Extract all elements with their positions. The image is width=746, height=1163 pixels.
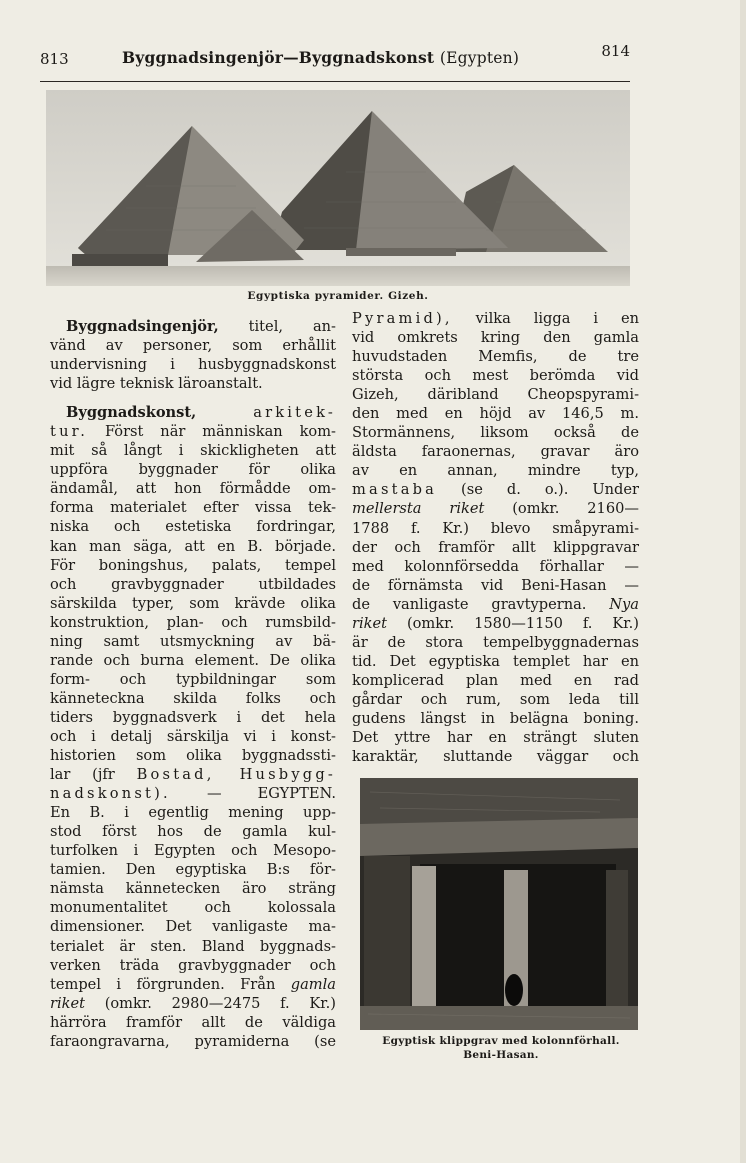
text-segment: nadskonst). (50, 785, 171, 803)
text-segment: faraongravarna, pyramiderna (se (50, 1032, 336, 1050)
text-segment: vänd av personer, som erhållit (50, 337, 336, 355)
text-line (50, 556, 336, 575)
text-segment: rande och burna element. De olika (50, 651, 336, 669)
text-line (50, 317, 336, 336)
text-line (50, 746, 336, 765)
text-line (352, 347, 639, 366)
text-segment: de förnämsta vid Beni-Hasan — (352, 576, 639, 594)
text-line (50, 689, 336, 708)
text-segment: riket (352, 614, 387, 632)
text-segment: titel, an- (218, 318, 336, 335)
text-line (50, 1032, 336, 1051)
terrace-floor (360, 1006, 638, 1030)
text-segment: turfolken i Egypten och Mesopo- (50, 842, 336, 860)
right-column (352, 309, 639, 766)
text-segment: Nya (609, 595, 639, 613)
text-segment: tamien. Den egyptiska B:s för- (50, 861, 336, 879)
text-line (50, 956, 336, 975)
text-segment: verken träda gravbyggnader och (50, 956, 336, 974)
text-segment: med kolonnförsedda förhallar — (352, 557, 639, 575)
text-line (352, 461, 639, 480)
text-line (50, 575, 336, 594)
text-line (352, 404, 639, 423)
text-line (352, 557, 639, 576)
text-line (50, 898, 336, 917)
text-line (50, 355, 336, 374)
text-line (352, 519, 639, 538)
text-line (352, 366, 639, 385)
text-line (352, 747, 639, 766)
text-segment: känneteckna skilda folks och (50, 689, 336, 707)
text-segment: vid lägre teknisk läroanstalt. (50, 375, 263, 393)
text-segment: är de stora tempelbyggnadernas (352, 633, 639, 651)
text-segment: äldsta faraonernas, gravar äro (352, 443, 639, 461)
column-3 (606, 870, 628, 1006)
text-line (50, 651, 336, 670)
text-line (50, 517, 336, 536)
text-segment: Pyramid), (352, 310, 453, 327)
text-line (50, 708, 336, 727)
text-segment: En B. i egentlig mening upp- (50, 804, 336, 822)
text-line (50, 613, 336, 632)
text-line (352, 480, 639, 499)
text-line (352, 442, 639, 461)
text-segment: mastaba (352, 481, 438, 499)
text-segment: nämsta kännetecken äro sträng (50, 880, 336, 898)
text-segment: Det yttre har en strängt sluten (352, 729, 639, 747)
text-segment: och i detalj särskilja vi i konst- (50, 727, 336, 745)
text-line (352, 633, 639, 652)
text-segment: (se d. o.). Under (437, 481, 639, 499)
text-segment: gudens längst in belägna boning. (352, 709, 639, 727)
text-segment: ning samt utsmyckning av bä- (50, 632, 336, 650)
seated-figure (505, 974, 523, 1006)
text-segment: terialet är sten. Bland byggnads- (50, 937, 336, 955)
left-wall (364, 856, 410, 1006)
text-line (50, 594, 336, 613)
text-line (50, 403, 336, 422)
running-title-main: Byggnadsingenjör—Byggnadskonst (122, 48, 435, 67)
text-line (352, 614, 639, 633)
text-segment: härröra framför allt de väldiga (50, 1013, 336, 1031)
running-title (122, 48, 519, 67)
tomb-caption (360, 1034, 642, 1062)
text-line (50, 727, 336, 746)
page-edge (740, 0, 746, 1163)
text-segment: forma materialet efter vissa tek- (50, 499, 336, 517)
text-line (50, 822, 336, 841)
text-line (352, 538, 639, 557)
text-line (50, 765, 336, 784)
text-segment: huvudstaden Memfis, de tre (352, 348, 639, 366)
text-segment: (omkr. 1580—1150 f. Kr.) (387, 614, 639, 632)
text-segment: av en annan, mindre typ, (352, 462, 639, 480)
text-line (352, 576, 639, 595)
text-line (50, 994, 336, 1013)
text-line (50, 479, 336, 498)
text-line (352, 328, 639, 347)
tomb-caption-line-2: Beni-Hasan. (463, 1049, 539, 1061)
text-line (50, 860, 336, 879)
column-1 (412, 866, 436, 1006)
text-line (352, 385, 639, 404)
text-line (50, 336, 336, 355)
tomb-caption-line-1: Egyptisk klippgrav med kolonnförhall. (382, 1035, 620, 1047)
text-segment (196, 404, 253, 421)
text-segment: tempel i förgrunden. Från (50, 975, 291, 993)
text-line (50, 879, 336, 898)
text-line (50, 1013, 336, 1032)
text-segment: 1788 f. Kr.) blevo småpyrami- (352, 519, 639, 537)
text-segment: tiders byggnadsverk i det hela (50, 708, 336, 726)
text-line (352, 671, 639, 690)
text-line (352, 309, 639, 328)
text-segment: särskilda typer, som krävde olika (50, 594, 336, 612)
running-title-paren: (Egypten) (439, 49, 520, 67)
text-line (50, 937, 336, 956)
running-head (40, 38, 630, 78)
text-line (50, 537, 336, 556)
text-line (50, 803, 336, 822)
text-segment: mit så långt i skickligheten att (50, 442, 336, 460)
text-segment: ändamål, att hon förmådde om- (50, 480, 336, 498)
text-segment: mellersta riket (352, 500, 485, 518)
text-segment: (omkr. 2980—2475 f. Kr.) (85, 994, 336, 1012)
text-line (50, 441, 336, 460)
text-segment: form- och typbildningar som (50, 670, 336, 688)
rock-tomb-photo (360, 778, 638, 1030)
text-segment: der och framför allt klippgravar (352, 538, 639, 556)
text-segment: konstruktion, plan- och rumsbild- (50, 613, 336, 631)
text-line (50, 917, 336, 936)
text-segment: tur. (50, 423, 89, 441)
text-segment: stod först hos de gamla kul- (50, 823, 336, 841)
text-segment: För boningshus, palats, tempel (50, 556, 336, 574)
text-segment: (omkr. 2160— (484, 500, 639, 518)
text-segment: uppföra byggnader för olika (50, 461, 336, 479)
text-segment: arkitek- (253, 404, 336, 422)
text-segment: Byggnadsingenjör, (66, 318, 219, 335)
text-segment: Byggnadskonst, (66, 404, 197, 422)
text-segment: Stormännens, liksom också de (352, 424, 639, 442)
text-segment: niska och estetiska fordringar, (50, 518, 336, 536)
base-blocks-center (346, 248, 456, 256)
left-column (50, 317, 336, 1051)
text-line (352, 709, 639, 728)
text-segment: kan man säga, att en B. började. (50, 537, 336, 555)
text-line (50, 784, 336, 803)
text-line (352, 690, 639, 709)
text-segment: riket (50, 994, 85, 1012)
text-line (352, 728, 639, 747)
text-segment: gårdar och rum, som leda till (352, 690, 639, 708)
text-segment: karaktär, sluttande väggar och (352, 748, 639, 766)
text-segment: de vanligaste gravtyperna. (352, 595, 610, 613)
text-line (352, 423, 639, 442)
text-segment: största och mest berömda vid (352, 367, 639, 385)
text-line (50, 632, 336, 651)
text-line (50, 975, 336, 994)
text-segment: Bostad, Husbygg- (136, 766, 337, 784)
text-line (50, 498, 336, 517)
text-line (50, 374, 336, 393)
page-number-left: 813 (40, 50, 69, 68)
pyramids-photo (46, 90, 630, 286)
text-line (352, 595, 639, 614)
text-segment: vid omkrets kring den gamla (352, 329, 639, 347)
text-segment: den med en höjd av 146,5 m. (352, 405, 639, 423)
header-rule (40, 81, 630, 82)
text-line (50, 460, 336, 479)
page-number-right: 814 (601, 42, 630, 60)
text-segment: — EGYPTEN. (170, 785, 336, 803)
text-line (50, 422, 336, 441)
text-segment: och gravbyggnader utbildades (50, 575, 336, 593)
text-segment: monumentalitet och kolossala (50, 899, 336, 917)
text-segment: Gizeh, däribland Cheopspyrami- (352, 386, 639, 404)
text-segment: dimensioner. Det vanligaste ma- (50, 918, 336, 936)
desert-ground (46, 266, 630, 286)
text-line (352, 499, 639, 518)
text-segment: tid. Det egyptiska templet har en (352, 652, 639, 670)
text-segment: Först när människan kom- (88, 423, 336, 441)
text-line (50, 670, 336, 689)
text-segment: historien som olika byggnadssti- (50, 747, 336, 765)
text-segment: gamla (290, 975, 336, 993)
text-segment: undervisning i husbyggnadskonst (50, 356, 336, 374)
text-line (50, 841, 336, 860)
pyramids-caption: Egyptiska pyramider. Gizeh. (247, 290, 429, 302)
text-line (352, 652, 639, 671)
text-segment: komplicerad plan med en rad (352, 671, 639, 689)
text-segment: vilka ligga i en (452, 310, 639, 327)
text-segment: lar (jfr (50, 766, 137, 784)
